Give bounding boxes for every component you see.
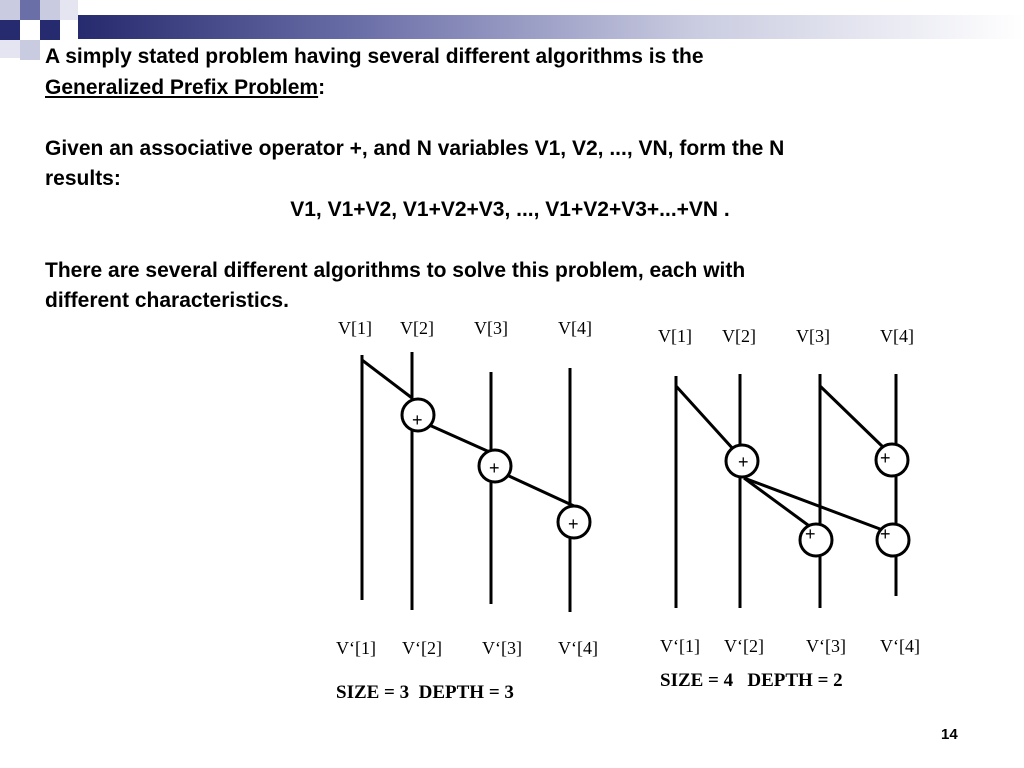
left-diagram-lines [362, 352, 574, 612]
note-line-1: There are several different algorithms to solve this problem, each with [45, 258, 746, 282]
plus-label: + [412, 410, 423, 430]
plus-label: + [738, 452, 749, 472]
left-input-label: V[3] [474, 318, 508, 338]
left-input-label: V[2] [400, 318, 434, 338]
right-input-label: V[4] [880, 326, 914, 346]
left-input-label: V[1] [338, 318, 372, 338]
given-line-2: results: [45, 167, 121, 190]
term-suffix: : [318, 75, 326, 99]
right-output-label: V‘[1] [660, 636, 700, 656]
plus-label: + [880, 524, 891, 544]
right-input-label: V[3] [796, 326, 830, 346]
right-diagram-lines [676, 374, 896, 608]
right-output-label: V‘[2] [724, 636, 764, 656]
prefix-formula: V1, V1+V2, V1+V2+V3, ..., V1+V2+V3+...+VN . [290, 197, 730, 221]
right-caption: SIZE = 4 DEPTH = 2 [660, 670, 843, 691]
left-output-label: V‘[4] [558, 638, 598, 658]
left-output-label: V‘[1] [336, 638, 376, 658]
left-input-label: V[4] [558, 318, 592, 338]
right-input-label: V[2] [722, 326, 756, 346]
term-generalized-prefix-problem: Generalized Prefix Problem [45, 75, 319, 99]
left-output-label: V‘[2] [402, 638, 442, 658]
given-line-1: Given an associative operator +, and N variables V1, V2, ..., VN, form the N [45, 136, 785, 160]
plus-label: + [489, 458, 500, 478]
right-output-label: V‘[3] [806, 636, 846, 656]
plus-label: + [568, 514, 579, 534]
right-input-label: V[1] [658, 326, 692, 346]
plus-label: + [805, 524, 816, 544]
right-output-label: V‘[4] [880, 636, 920, 656]
note-line-2: different characteristics. [45, 289, 289, 312]
left-output-label: V‘[3] [482, 638, 522, 658]
heading-line-1: A simply stated problem having several different algorithms is the [45, 45, 704, 68]
plus-label: + [880, 448, 891, 468]
page-number: 14 [941, 726, 958, 743]
left-caption: SIZE = 3 DEPTH = 3 [336, 682, 514, 703]
